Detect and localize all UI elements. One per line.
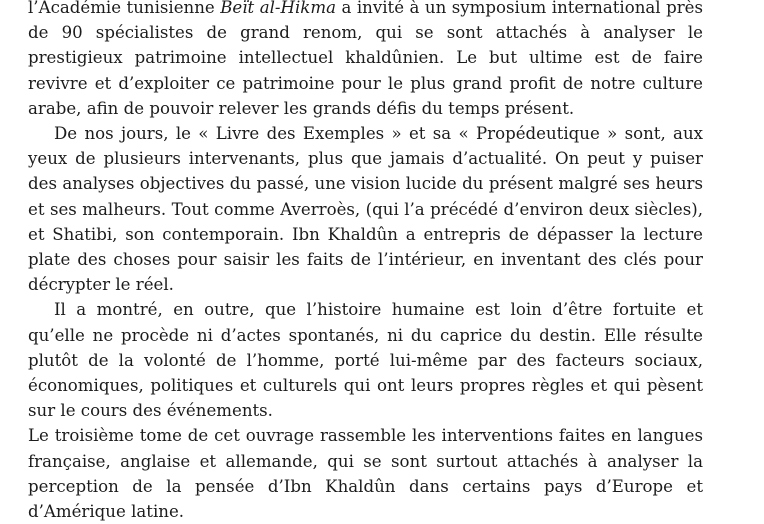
paragraph-1: [28, 0, 703, 121]
paragraph-2: De nos jours, le « Livre des Exemples » et sa « Propédeutique » sont, aux yeux de plusieurs intervenants, plus que jamais d’actualité. On peut y puiser des analyses objectives du passé, une vision lucide du présent malgré ses heurs et ses malheurs. Tout comme Averroès, (qui l’a précédé d’environ deux siècles), et Shatibi, son contemporain. Ibn Khaldûn a entrepris de dépasser la lecture plate des choses pour saisir les faits de l’intérieur, en inventant des clés pour décrypter le réel.: [28, 124, 703, 295]
paragraph-1-lead: l’Académie tunisienne: [28, 0, 221, 17]
paragraph-4: Le troisième tome de cet ouvrage rassemble les interventions faites en langues française, anglaise et allemande, qui se sont surtout attachés à analyser la perception de la pensée d’Ibn Khaldûn dans certains pays d’Europe et d’Amérique latine.: [28, 426, 703, 522]
institution-name: Beït al-Hikma: [220, 0, 336, 17]
paragraph-3: Il a montré, en outre, que l’histoire humaine est loin d’être fortuite et qu’elle ne procède ni d’actes spontanés, ni du caprice du destin. Elle résulte plutôt de la volonté de l’homme, porté lui-même par des facteurs sociaux, économiques, politiques et culturels qui ont leurs propres règles et qui pèsent sur le cours des événements.: [28, 300, 703, 421]
document-page: [28, 0, 703, 524]
paragraph-1-rest: a invité à un symposium international près de 90 spécialistes de grand renom, qui se sont attachés à analyser le prestigieux patrimoine intellectuel khaldûnien. Le but ultime est de faire revivre et d’exploiter ce patrimoine pour le plus grand profit de notre culture arabe, afin de pouvoir relever les grands défis du temps présent.: [28, 0, 703, 118]
